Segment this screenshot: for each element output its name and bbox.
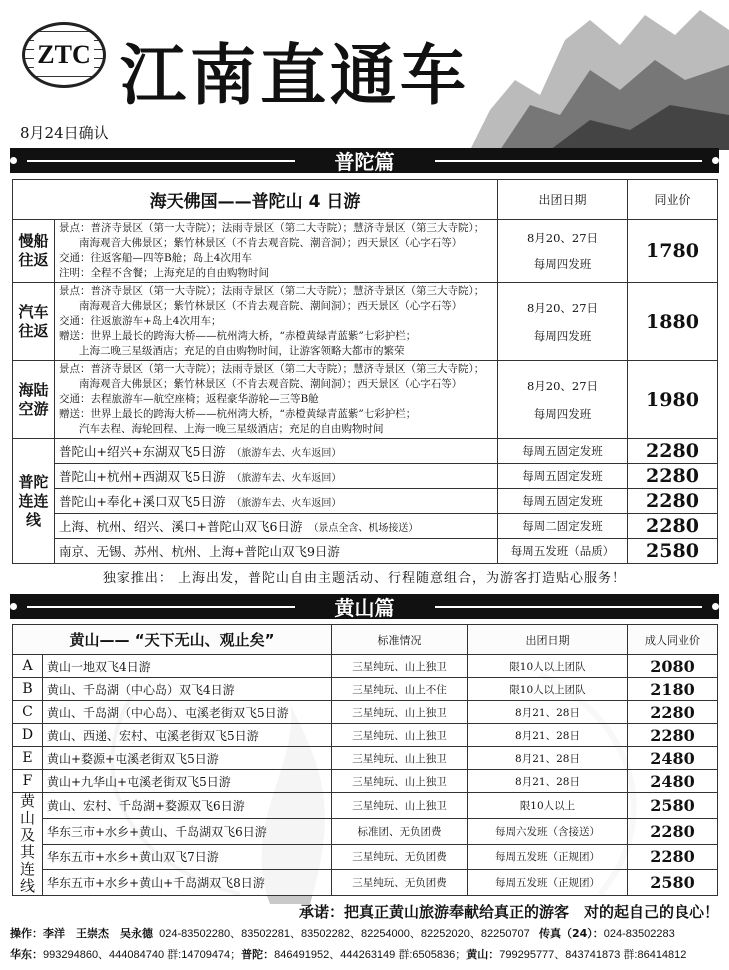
slogan: 承诺：把真正黄山旅游奉献给真正的游客 对的起自己的良心！ [298, 903, 719, 921]
table-row: 华东三市+水乡+黄山、千岛湖双飞6日游 标准团、无负团费 每周六发班（含接送） 2280 [13, 818, 718, 844]
table-row: A 黄山一地双飞4日游 三星纯玩、山上独卫 限10人以上团队 2080 [13, 655, 718, 678]
putuo-table [12, 179, 718, 564]
huangshan-section-band: 黄山篇 [10, 594, 719, 619]
table-row: F 黄山+九华山+屯溪老街双飞5日游 三星纯玩、山上独卫 8月21、28日 2480 [13, 770, 718, 793]
putuo-section-band: 普陀篇 [10, 148, 719, 173]
table-row: D 黄山、西递、宏村、屯溪老街双飞5日游 三星纯玩、山上独卫 8月21、28日 2280 [13, 724, 718, 747]
table-row: 南京、无锡、苏州、杭州、上海+普陀山双飞9日游 每周五发班（品质） 2580 [13, 539, 718, 564]
col-price: 成人同业价 [628, 625, 718, 655]
mountain-painting [470, 0, 729, 150]
table-row: 普陀山+杭州+西湖双飞5日游 （旅游车去、火车返回） 每周五固定发班 2280 [13, 464, 718, 489]
huangshan-table-title: 黄山—— “天下无山、观止矣” [13, 625, 332, 655]
promo-text: 独家推出： 上海出发，普陀山自由主题活动、行程随意组合，为游客打造贴心服务！ [102, 571, 627, 586]
table-row: 海陆空游 景点：普济寺景区（第一大寺院）；法雨寺景区（第二大寺院）；慧济寺景区（第三大寺院）； 南海观音大佛景区；紫竹林景区（不肯去观音院、潮间洞）；西天景区（心字石等） 交通：去程旅游车—航空座椅；返程豪华游轮—三等B舱 赠送：世界上最长的跨海大桥——杭州湾大桥，“赤橙黄绿青蓝紫”七彩护栏； 汽车去程、海轮回程、上海一晚三星级酒店；充足的自由购物时间 8月20、27日 每周四发班 1980 [13, 361, 718, 439]
table-row: 汽车往返 景点：普济寺景区（第一大寺院）；法雨寺景区（第二大寺院）；慧济寺景区（第三大寺院）； 南海观音大佛景区；紫竹林景区（不肯去观音院、潮间洞）；西天景区（心字石等） 交通：往返旅游车+岛上4次用车； 赠送：世界上最长的跨海大桥——杭州湾大桥，“赤橙黄绿青蓝紫”七彩护栏； 上海二晚三星级酒店；充足的自由购物时间，让游客领略大都市的繁荣 8月20、27日 每周四发班 1880 [13, 283, 718, 361]
contact-line-qq: 华东：993294860、444084740 群:14709474；普陀：846491952、444263149 群:6505836；黄山：799295777、843741873 群:86414812 [10, 948, 687, 961]
table-row: 普陀连连线 普陀山+绍兴+东湖双飞5日游 （旅游车去、火车返回） 每周五固定发班 2280 [13, 439, 718, 464]
col-price: 同业价 [628, 180, 718, 220]
col-date: 出团日期 [498, 180, 628, 220]
table-row: 华东五市+水乡+黄山+千岛湖双飞8日游 三星纯玩、无负团费 每周五发班（正规团） 2580 [13, 870, 718, 896]
table-row: E 黄山+婺源+屯溪老街双飞5日游 三星纯玩、山上独卫 8月21、28日 2480 [13, 747, 718, 770]
contact-line-ops: 操作：李洋 王崇杰 吴永德 024-83502280、83502281、83502282、82254000、82252020、82250707 传真（24）：024-83502283 [10, 927, 675, 940]
table-row: 上海、杭州、绍兴、溪口+普陀山双飞6日游 （景点全含、机场接送） 每周二固定发班 2280 [13, 514, 718, 539]
huangshan-table-wrap [10, 624, 719, 896]
table-row: 黄山及其连线 黄山、宏村、千岛湖+婺源双飞6日游 三星纯玩、山上独卫 限10人以上 2580 [13, 793, 718, 819]
ztc-logo: ZTC [22, 22, 106, 88]
table-row: 华东五市+水乡+黄山双飞7日游 三星纯玩、无负团费 每周五发班（正规团） 2280 [13, 844, 718, 870]
huangshan-table [12, 624, 718, 896]
main-content [0, 148, 729, 970]
col-standard: 标准情况 [332, 625, 468, 655]
brand-title: 江南直通车 [120, 36, 470, 114]
table-row: 慢船往返 景点：普济寺景区（第一大寺院）；法雨寺景区（第二大寺院）；慧济寺景区（第三大寺院）； 南海观音大佛景区；紫竹林景区（不肯去观音院、潮音洞）；西天景区（心字石等） 交通：往返客船—四等B舱；岛上4次用车 注明：全程不含餐；上海充足的自由购物时间 8月20、27日 每周四发班 1780 [13, 220, 718, 283]
putuo-table-title: 海天佛国——普陀山 4 日游 [13, 180, 498, 220]
table-row: 普陀山+奉化+溪口双飞5日游 （旅游车去、火车返回） 每周五固定发班 2280 [13, 489, 718, 514]
table-row: C 黄山、千岛湖（中心岛）、屯溪老街双飞5日游 三星纯玩、山上独卫 8月21、28日 2280 [13, 701, 718, 724]
col-date: 出团日期 [468, 625, 628, 655]
confirm-date: 8月24日确认 [20, 124, 109, 142]
table-row: B 黄山、千岛湖（中心岛）双飞4日游 三星纯玩、山上不住 限10人以上团队 2180 [13, 678, 718, 701]
